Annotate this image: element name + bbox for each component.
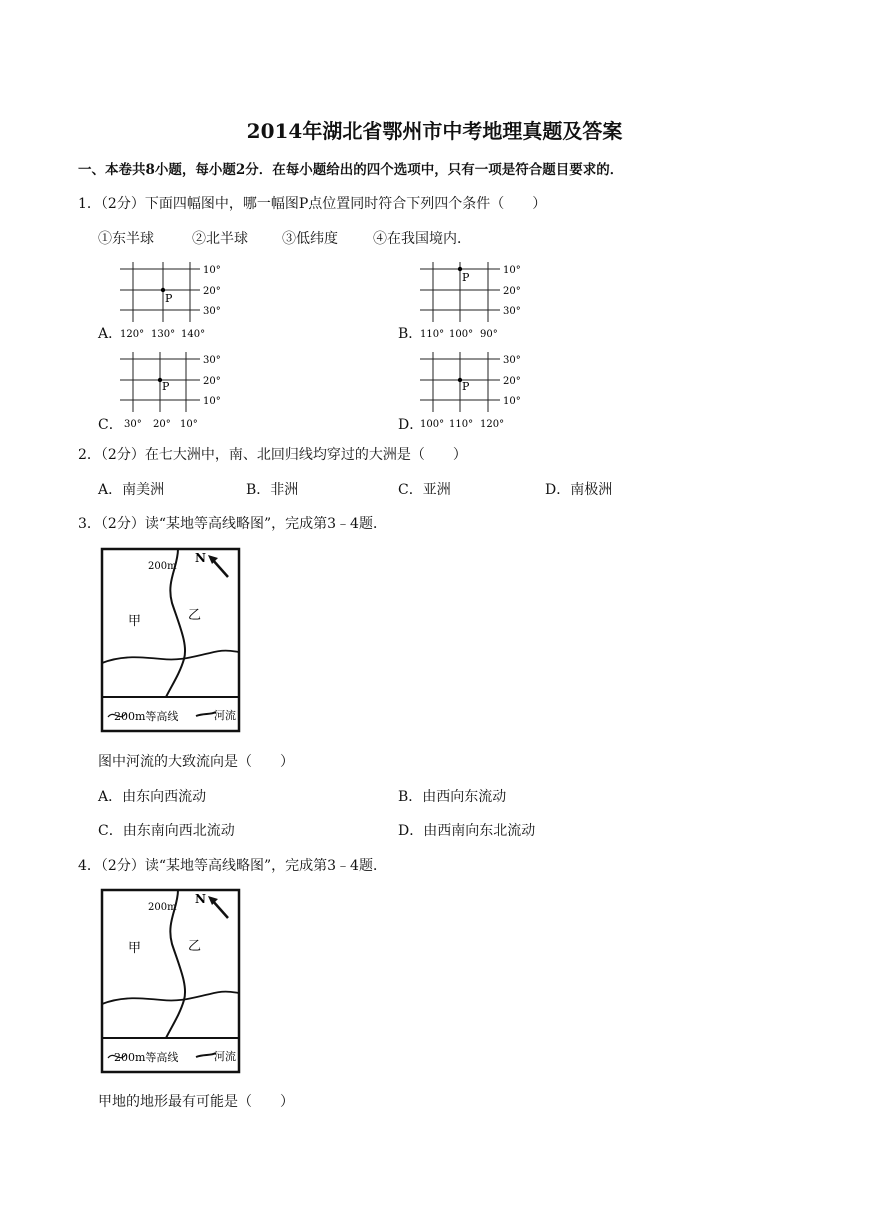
- contour-label: 200m: [148, 902, 177, 913]
- lon-label: 20°: [153, 419, 171, 430]
- lat-label: 30°: [503, 306, 521, 317]
- north-arrow-icon: [212, 559, 228, 577]
- lat-label: 20°: [203, 286, 221, 297]
- place-yi: 乙: [188, 939, 202, 954]
- legend-contour: 200m等高线: [114, 710, 179, 723]
- q1-option-c-label: C．: [98, 417, 123, 433]
- lon-label: 30°: [124, 419, 142, 430]
- lat-label: 10°: [503, 396, 521, 407]
- lon-label: 120°: [120, 329, 145, 340]
- legend-contour: 200m等高线: [114, 1051, 179, 1064]
- legend-river: 河流: [214, 1050, 236, 1063]
- place-jia: 甲: [128, 941, 142, 956]
- lat-label: 30°: [203, 306, 221, 317]
- lon-label: 110°: [449, 419, 474, 430]
- contour-map-1: [100, 547, 242, 735]
- place-jia: 甲: [128, 614, 142, 629]
- legend-river: 河流: [214, 709, 236, 722]
- lat-label: 20°: [503, 286, 521, 297]
- lon-label: 120°: [480, 419, 505, 430]
- q2-option-b: B．非洲: [246, 482, 299, 498]
- lat-label: 30°: [203, 355, 221, 366]
- q1-graph-a: [118, 260, 228, 340]
- lon-label: 140°: [181, 329, 206, 340]
- place-yi: 乙: [188, 608, 202, 623]
- page-title: 2014年湖北省鄂州市中考地理真题及答案: [246, 119, 623, 143]
- section-heading: 一、本卷共8小题，每小题2分．在每小题给出的四个选项中，只有一项是符合题目要求的．: [78, 162, 624, 178]
- lon-label: 130°: [151, 329, 176, 340]
- q1-stem: 1．（2分）下面四幅图中，哪一幅图P点位置同时符合下列四个条件（ ）: [78, 196, 547, 212]
- lon-label: 10°: [180, 419, 198, 430]
- river-line: [102, 992, 239, 1004]
- q2-option-a: A．南美洲: [98, 482, 165, 498]
- q1-graph-d: [418, 350, 528, 430]
- north-label: N: [195, 551, 206, 565]
- lat-label: 20°: [203, 376, 221, 387]
- q4-sub-question: 甲地的地形最有可能是（ ）: [98, 1094, 294, 1110]
- contour-label: 200m: [148, 561, 177, 572]
- q2-stem: 2．（2分）在七大洲中，南、北回归线均穿过的大洲是（ ）: [78, 447, 467, 463]
- point-p-label: P: [462, 271, 470, 284]
- q3-option-d: D．由西南向东北流动: [398, 823, 536, 839]
- lon-label: 100°: [420, 419, 445, 430]
- q1-condition-1: ①东半球: [98, 231, 154, 247]
- q1-graph-c: [118, 350, 228, 430]
- lat-label: 10°: [503, 265, 521, 276]
- point-p-label: P: [162, 380, 170, 393]
- q1-condition-3: ③低纬度: [282, 231, 338, 247]
- q3-option-c: C．由东南向西北流动: [98, 823, 235, 839]
- lat-label: 20°: [503, 376, 521, 387]
- lon-label: 110°: [420, 329, 445, 340]
- lon-label: 100°: [449, 329, 474, 340]
- q3-sub-question: 图中河流的大致流向是（ ）: [98, 754, 294, 770]
- q1-option-d-label: D．: [398, 417, 424, 433]
- q1-condition-2: ②北半球: [192, 231, 248, 247]
- q4-stem: 4．（2分）读“某地等高线略图”，完成第3﹣4题．: [78, 858, 387, 874]
- lat-label: 30°: [503, 355, 521, 366]
- point-p-label: P: [462, 380, 470, 393]
- point-p-label: P: [165, 292, 173, 305]
- lat-label: 10°: [203, 396, 221, 407]
- q3-option-a: A．由东向西流动: [98, 789, 207, 805]
- contour-map-2: [100, 888, 242, 1076]
- q3-option-b: B．由西向东流动: [398, 789, 507, 805]
- q1-condition-4: ④在我国境内．: [373, 231, 471, 247]
- q1-graph-b: [418, 260, 528, 340]
- q2-option-d: D．南极洲: [545, 482, 613, 498]
- q3-stem: 3．（2分）读“某地等高线略图”，完成第3﹣4题．: [78, 516, 387, 532]
- north-label: N: [195, 892, 206, 906]
- lat-label: 10°: [203, 265, 221, 276]
- q1-option-b-label: B．: [398, 326, 423, 342]
- north-arrow-icon: [212, 900, 228, 918]
- grid-lines: [120, 262, 200, 322]
- river-line: [102, 651, 239, 663]
- q2-option-c: C．亚洲: [398, 482, 451, 498]
- q1-option-a-label: A．: [98, 326, 123, 342]
- lon-label: 90°: [480, 329, 498, 340]
